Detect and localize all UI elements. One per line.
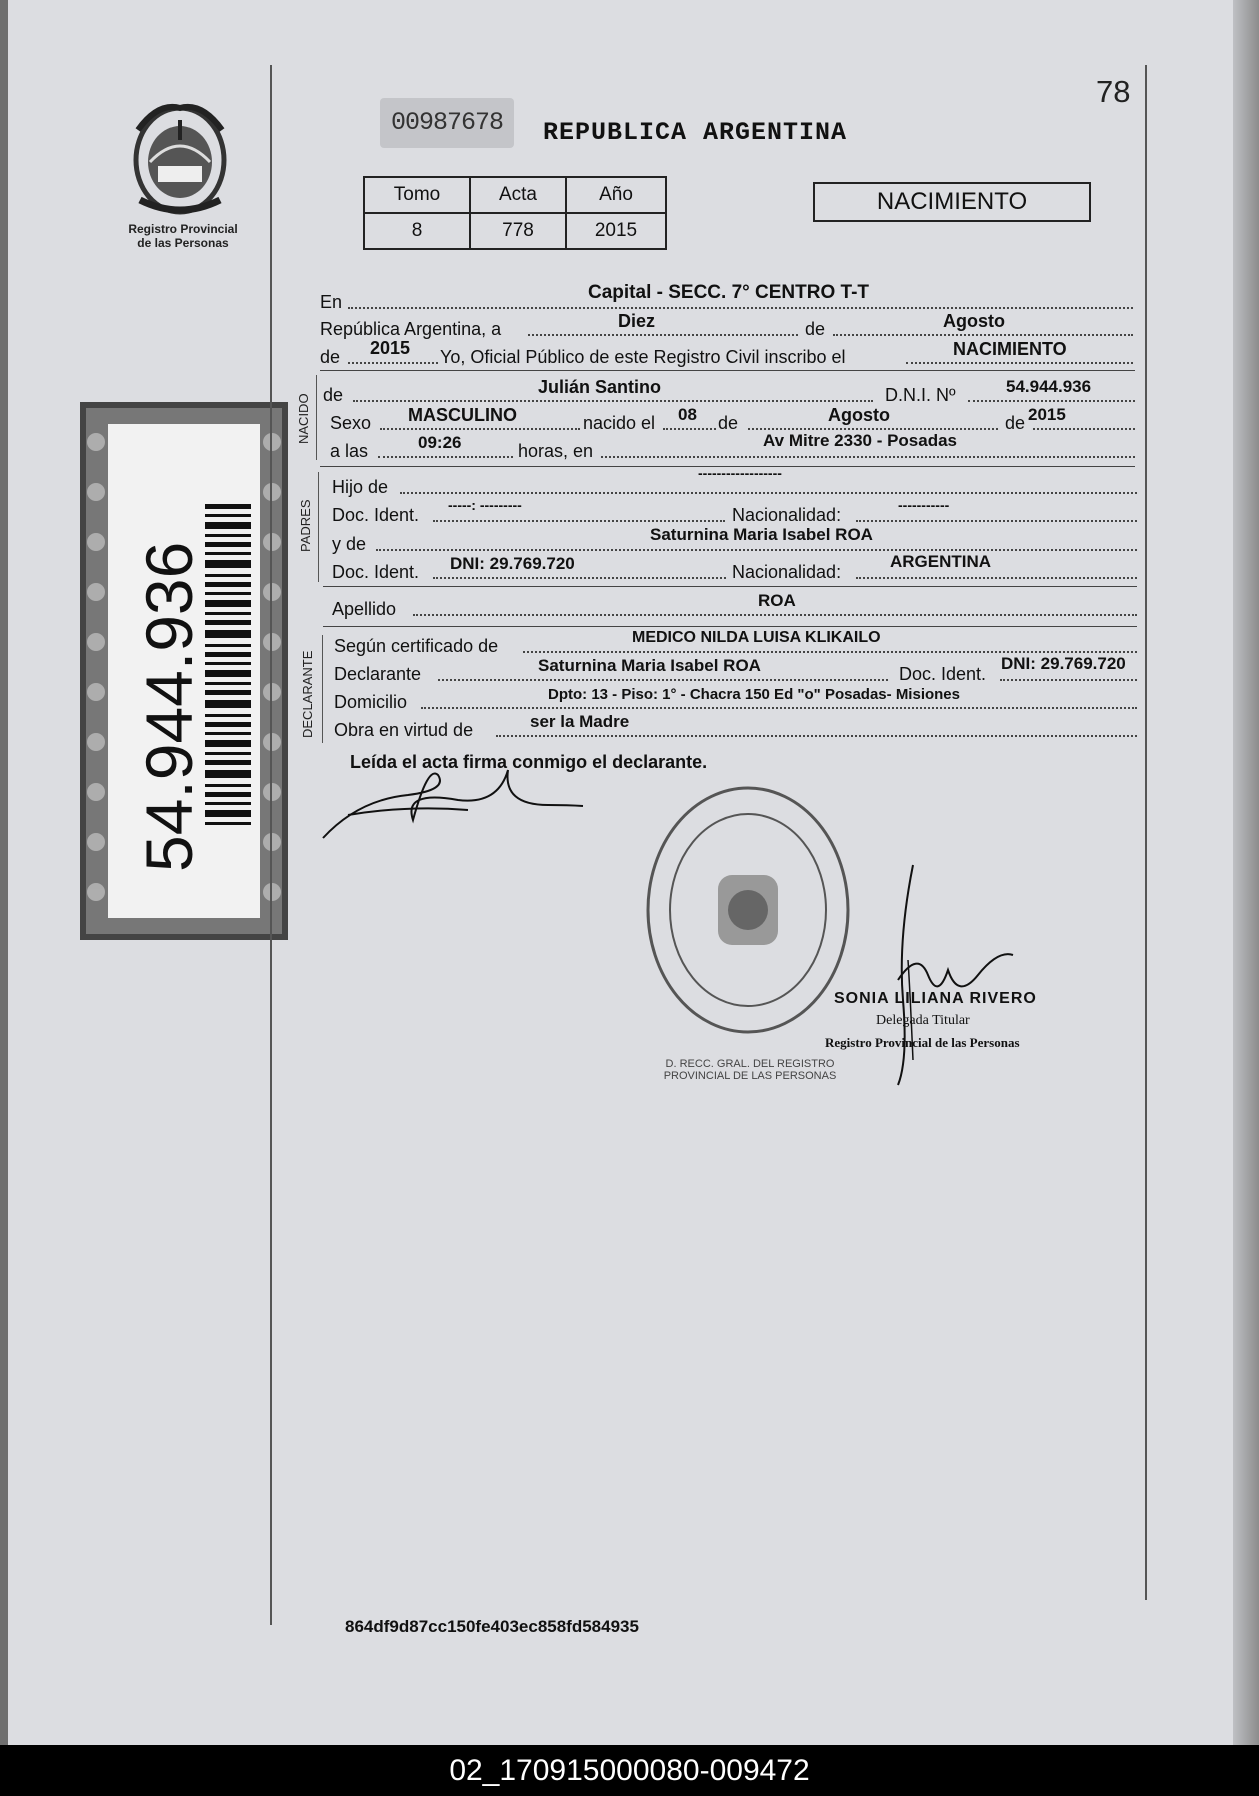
declarante-bracket [322,635,323,743]
de-label-2: de [718,413,739,433]
registrar-signature [868,860,1028,1090]
republica-label: República Argentina, a [320,319,502,339]
father-doc: -----: --------- [448,497,522,513]
registry-label [113,222,253,250]
oficial-text: Yo, Oficial Público de este Registro Civil inscribo el [440,347,846,367]
declarante-doc: DNI: 29.769.720 [1001,654,1126,673]
document-hash: 864df9d87cc150fe403ec858fd584935 [345,1617,639,1636]
father-nationality: ----------- [898,497,950,513]
child-dni: 54.944.936 [1006,377,1092,396]
nacido-bracket [316,375,317,460]
record-type-box: NACIMIENTO [813,182,1091,222]
tomo-header: Tomo [364,177,470,213]
mother-nationality: ARGENTINA [890,552,992,571]
dotted-line [438,679,888,681]
tomo-value: 8 [364,213,470,249]
acta-header: Acta [470,177,566,213]
act-value: NACIMIENTO [953,339,1067,359]
day-value: Diez [618,311,656,331]
birth-place: Av Mitre 2330 - Posadas [763,431,958,450]
child-name: Julián Santino [538,377,662,397]
sexo-label: Sexo [330,413,372,433]
father-name: ------------------ [698,465,782,481]
country-title: REPUBLICA ARGENTINA [543,118,848,147]
declarante-label: Declarante [334,664,422,684]
en-label: En [320,292,343,312]
dotted-line [433,577,726,579]
barcode-sticker [80,402,288,940]
location-value: Capital - SECC. 7° CENTRO T-T [588,282,870,303]
dotted-line [1000,679,1137,681]
mother-doc-label: Doc. Ident. [332,562,420,582]
signatory-name: SONIA LILIANA RIVERO [834,990,1037,1007]
birth-year: 2015 [1028,405,1066,424]
a-las-label: a las [330,441,369,461]
de-label: de [805,319,826,339]
mother-doc: DNI: 29.769.720 [450,554,575,573]
dotted-line [906,362,1133,364]
left-margin-line [270,65,272,1625]
right-margin-line [1145,65,1147,1600]
dotted-line [968,400,1135,402]
obra-value: ser la Madre [530,712,630,731]
declarant-signature [318,760,588,840]
dotted-line [413,614,1137,616]
signatory-registry: Registro Provincial de las Personas [825,1035,1020,1050]
dotted-line [856,520,1137,522]
dotted-line [601,456,1135,458]
domicilio-value: Dpto: 13 - Piso: 1° - Chacra 150 Ed "o" Posadas- Misiones [548,686,960,703]
mother-name: Saturnina Maria Isabel ROA [650,525,873,544]
acta-value: 778 [470,213,566,249]
registry-label-line1: Registro Provincial [128,222,238,236]
dotted-line [348,362,438,364]
birth-hour: 09:26 [418,433,462,452]
year-value: 2015 [370,338,411,358]
birth-month: Agosto [828,405,890,425]
horas-en-label: horas, en [518,441,594,461]
signatory-role: Delegada Titular [876,1013,970,1028]
mother-nationality-label: Nacionalidad: [732,562,842,582]
dotted-line [1033,428,1135,430]
dotted-line [663,428,716,430]
dotted-line [378,456,513,458]
section-divider [320,370,1135,371]
barcode-number: 54.944.936 [132,541,206,872]
anio-value: 2015 [566,213,666,249]
apellido-label: Apellido [332,599,397,619]
dotted-line [421,707,1137,709]
dotted-line [856,577,1137,579]
document-page [8,0,1233,1745]
certificado-label: Según certificado de [334,636,499,656]
sexo-value: MASCULINO [408,405,517,425]
anio-header: Año [566,177,666,213]
barcode-bars [205,504,251,825]
stamp-text: D. RECC. GRAL. DEL REGISTRO PROVINCIAL DE LAS PERSONAS [663,1058,837,1082]
y-de-label: y de [332,534,367,554]
dotted-line [353,400,873,402]
dotted-line [833,334,1133,336]
padres-section-label: PADRES [298,499,313,552]
padres-bracket [318,472,319,582]
de-label-3: de [1005,413,1026,433]
closing-statement: Leída el acta firma conmigo el declarante. [350,752,708,772]
dotted-line [528,334,798,336]
declarante-section-label: DECLARANTE [300,650,315,738]
section-divider [323,586,1137,587]
birth-day: 08 [678,405,697,424]
father-doc-label: Doc. Ident. [332,505,420,525]
domicilio-label: Domicilio [334,692,408,712]
provincial-coat-of-arms-icon [128,100,233,218]
dotted-line [376,549,1137,551]
official-stamp [638,780,858,1040]
dotted-line [348,307,1133,309]
scan-footer-id: 02_170915000080-009472 [0,1745,1259,1796]
page-edge [1233,0,1259,1745]
registry-table [363,176,667,250]
dotted-line [496,735,1137,737]
certificado-value: MEDICO NILDA LUISA KLIKAILO [632,629,881,646]
nacido-section-label: NACIDO [296,393,311,444]
father-nationality-label: Nacionalidad: [732,505,842,525]
apellido-value: ROA [758,591,796,610]
page-number: 78 [1096,74,1131,109]
year-prefix-label: de [320,347,341,367]
serial-number: 00987678 [380,98,514,148]
nacido-el-label: nacido el [583,413,656,433]
month-value: Agosto [943,311,1005,331]
dni-label: D.N.I. Nº [885,385,956,405]
hijo-de-label: Hijo de [332,477,389,497]
nacido-de-label: de [323,385,344,405]
obra-label: Obra en virtud de [334,720,474,740]
declarante-doc-label: Doc. Ident. [899,664,987,684]
dotted-line [380,428,580,430]
declarante-value: Saturnina Maria Isabel ROA [538,656,761,675]
dotted-line [433,520,725,522]
registry-label-line2: de las Personas [137,236,229,250]
